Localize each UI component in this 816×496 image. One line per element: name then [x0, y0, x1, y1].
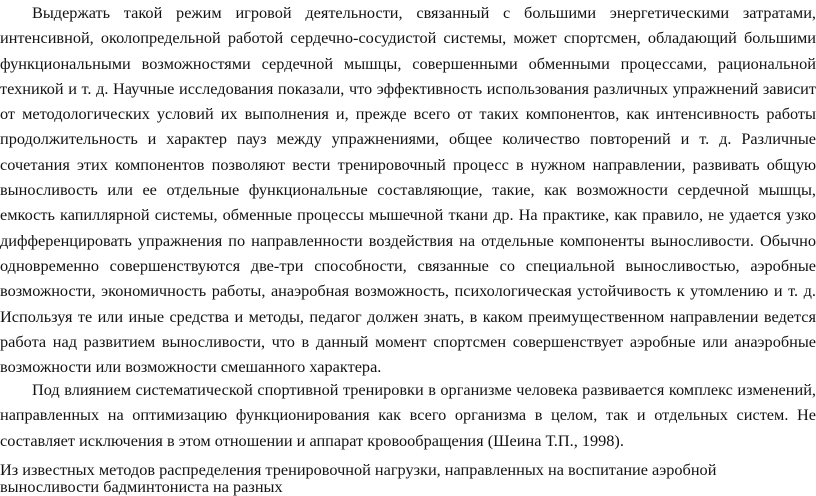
paragraph-training-load-methods: Из известных методов распределения тренировочной нагрузки, направленных на воспитание аэробной выносливости бадминтониста на разных [0, 460, 717, 496]
paragraph-circulatory-adaptation: Под влиянием систематической спортивной тренировки в организме человека развивается комплекс изменений, направленных на оптимизацию функционирования как всего организма в целом, так и отдельных систем. Не составляет исключения в этом отношении и аппарат кровообращения (Шеина Т.П., 1998). [0, 380, 816, 450]
paragraph-endurance-training: Выдержать такой режим игровой деятельности, связанный с большими энергетическими затратами, интенсивной, околопредельной работой сердечно-сосудистой системы, может спортсмен, обладающий большими функциональными возможностями сердечной мышцы, совершенными обменными процессами, рациональной техникой и т. д. Научные исследования показали, что эффективность использования различных упражнений зависит от методологических условий их выполнения и, прежде всего от таких компонентов, как интенсивность работы продолжительность и характер пауз между упражнениями, общее количество повторений и т. д. Различные сочетания этих компонентов позволяют вести тренировочный процесс в нужном направлении, развивать общую выносливость или ее отдельные функциональные составляющие, такие, как возможности сердечной мышцы, емкость капиллярной системы, обменные процессы мышечной ткани др. На практике, как правило, не удается узко дифференцировать упражнения по направленности воздействия на отдельные компоненты выносливости. Обычно одновременно совершенствуются две-три способности, связанные со специальной выносливостью, аэробные возможности, экономичность работы, анаэробная возможность, психологическая устойчивость к утомлению и т. д. Используя те или иные средства и методы, педагог должен знать, в каком преимущественном направлении ведется работа над развитием выносливости, что в данный момент спортсмен совершенствует аэробные или анаэробные возможности или возможности смешанного характера. [0, 3, 816, 377]
